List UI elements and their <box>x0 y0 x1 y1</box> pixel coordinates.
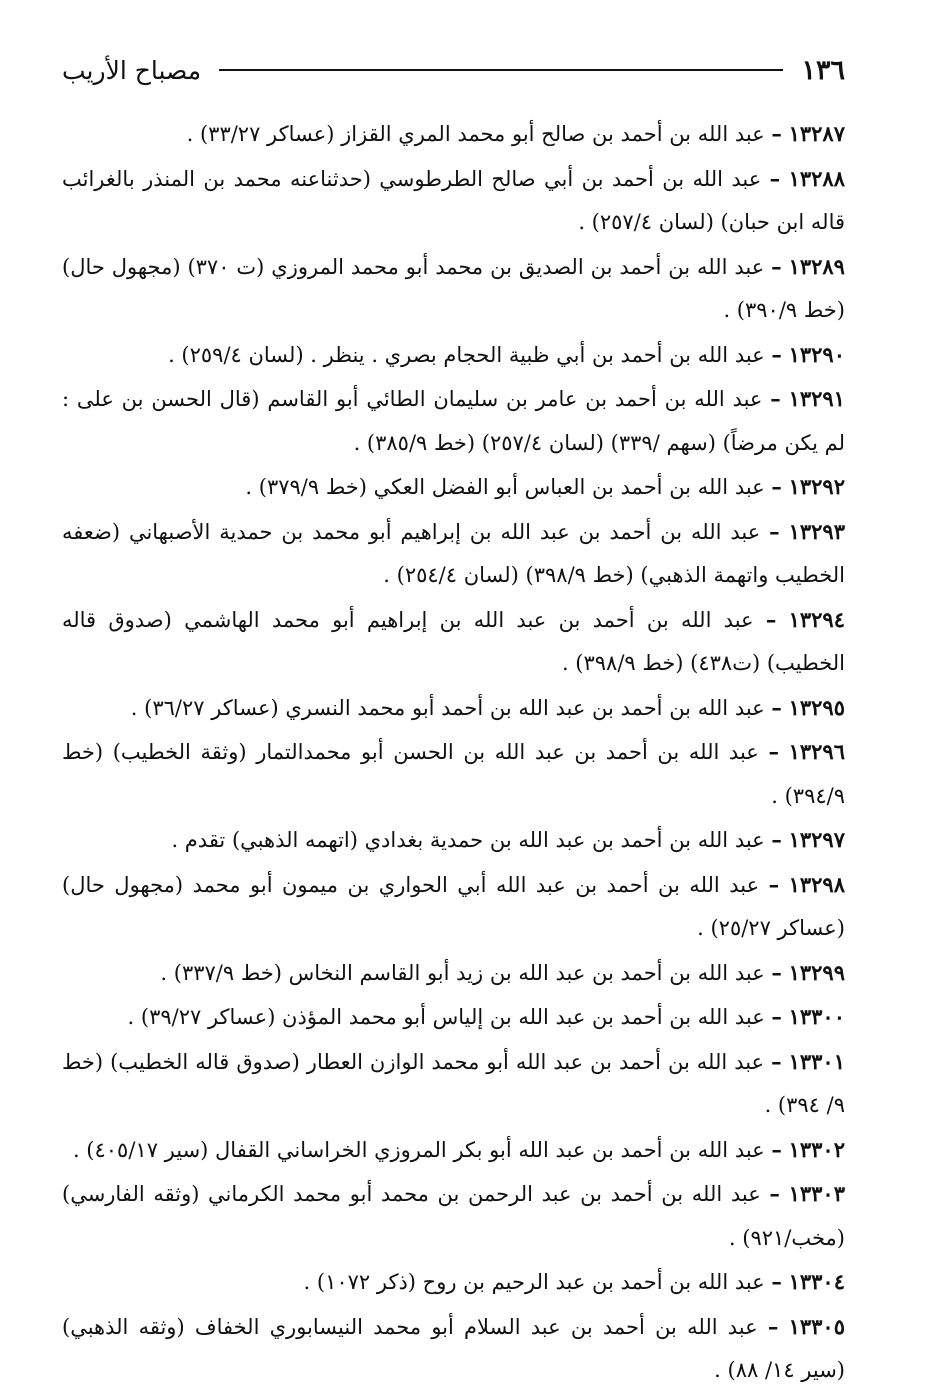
entry-13298: ١٣٢٩٨ – عبد الله بن أحمد بن عبد الله أبي الحواري بن ميمون أبو محمد (مجهول حال) (عساكر ٢٥/٢٧) . <box>62 871 845 940</box>
entry-number: ١٣٢٩٥ <box>788 694 845 720</box>
entry-13294: ١٣٢٩٤ – عبد الله بن أحمد بن عبد الله بن إبراهيم أبو محمد الهاشمي (صدوق قاله الخطيب) (ت٤٣٨) (خط ٣٩٨/٩) . <box>62 606 845 675</box>
entry-text: عبد الله بن أحمد بن عبد الله بن إبراهيم أبو محمد الهاشمي (صدوق قاله الخطيب) (ت٤٣٨) (خط ٣٩٨/٩) . <box>62 607 845 675</box>
entry-13288: ١٣٢٨٨ – عبد الله بن أحمد بن أبي صالح الطرطوسي (حدثناعنه محمد بن المنذر بالغرائب قاله ابن حبان) (لسان ٢٥٧/٤) . <box>62 165 845 234</box>
entry-number: ١٣٣٠٥ <box>788 1313 845 1339</box>
entry-text: عبد الله بن أحمد بن صالح أبو محمد المري القزاز (عساكر ٣٣/٢٧) . <box>186 122 765 146</box>
entry-text: عبد الله بن أحمد بن الصديق بن محمد أبو محمد المروزي (ت ٣٧٠) (مجهول حال) (خط ٣٩٠/٩) . <box>62 254 845 322</box>
entry-13296: ١٣٢٩٦ – عبد الله بن أحمد بن عبد الله بن الحسن أبو محمدالتمار (وثقة الخطيب) (خط ٣٩٤/٩) . <box>62 739 845 808</box>
entry-number: ١٣٣٠٤ <box>788 1269 845 1294</box>
entry-text: عبد الله بن أحمد بن عبد الله بن أحمد أبو محمد النسري (عساكر ٣٦/٢٧) . <box>130 695 765 720</box>
entry-13293: ١٣٢٩٣ – عبد الله بن أحمد بن عبد الله بن إبراهيم أبو محمد بن حمدية الأصبهاني (ضعفه الخطيب واتهمة الذهبي) (خط ٣٩٨/٩) (لسان ٢٥٤/٤) . <box>62 518 845 587</box>
entry-number: ١٣٢٩٩ <box>788 959 845 985</box>
entry-number: ١٣٢٨٩ <box>788 253 845 279</box>
page-number: ١٣٦ <box>801 54 845 86</box>
entry-number: ١٣٢٩١ <box>788 386 845 411</box>
header-rule <box>219 69 783 71</box>
entry-13290: ١٣٢٩٠ – عبد الله بن أحمد بن أبي ظبية الحجام بصري . ينظر . (لسان ٢٥٩/٤) . <box>168 341 845 367</box>
entry-13303: ١٣٣٠٣ – عبد الله بن أحمد بن عبد الرحمن بن محمد أبو محمد الكرماني (وثقه الفارسي) (مخب/٩٢١) . <box>62 1181 845 1250</box>
entry-number: ١٣٢٩٧ <box>788 827 845 852</box>
entry-13287: ١٣٢٨٧ – عبد الله بن أحمد بن صالح أبو محمد المري القزاز (عساكر ٣٣/٢٧) . <box>186 121 845 146</box>
entry-13295: ١٣٢٩٥ – عبد الله بن أحمد بن عبد الله بن أحمد أبو محمد النسري (عساكر ٣٦/٢٧) . <box>130 694 845 720</box>
entry-text: عبد الله بن أحمد بن عبد الله بن إبراهيم أبو محمد بن حمدية الأصبهاني (ضعفه الخطيب واتهمة الذهبي) (خط ٣٩٨/٩) (لسان ٢٥٤/٤) . <box>62 519 845 587</box>
entry-number: ١٣٢٩٢ <box>788 474 845 499</box>
entry-text: عبد الله بن أحمد بن أبي ظبية الحجام بصري . ينظر . (لسان ٢٥٩/٤) . <box>168 342 765 367</box>
entry-text: عبد الله بن أحمد بن أبي صالح الطرطوسي (حدثناعنه محمد بن المنذر بالغرائب قاله ابن حبان) (لسان ٢٥٧/٤) . <box>62 166 845 234</box>
entry-number: ١٣٢٩٤ <box>788 606 845 632</box>
entry-text: عبد الله بن أحمد بن عبد الرحيم بن روح (ذكر ١٠٧٢) . <box>303 1270 765 1294</box>
entry-text: عبد الله بن أحمد بن عبد الله بن زيد أبو القاسم النخاس (خط ٣٣٧/٩) . <box>160 960 765 985</box>
entry-list <box>62 112 845 1393</box>
entry-number: ١٣٣٠٣ <box>788 1181 845 1206</box>
entry-text: عبد الله بن أحمد بن عبد السلام أبو محمد النيسابوري الخفاف (وثقه الذهبي) (سير ١٤/ ٨٨) . <box>62 1314 845 1382</box>
entry-13301: ١٣٣٠١ – عبد الله بن أحمد بن عبد الله أبو محمد الوازن العطار (صدوق قاله الخطيب) (خط ٩/ ٣٩٤) . <box>62 1048 845 1117</box>
entry-number: ١٣٣٠٠ <box>788 1004 845 1029</box>
entry-text: عبد الله بن أحمد بن عبد الله بن إلياس أبو محمد المؤذن (عساكر ٣٩/٢٧) . <box>127 1005 765 1029</box>
entry-13300: ١٣٣٠٠ – عبد الله بن أحمد بن عبد الله بن إلياس أبو محمد المؤذن (عساكر ٣٩/٢٧) . <box>127 1004 845 1029</box>
entry-13291: ١٣٢٩١ – عبد الله بن أحمد بن عامر بن سليمان الطائي أبو القاسم (قال الحسن بن على : لم يكن مرضاً) (سهم /٣٣٩) (لسان ٢٥٧/٤) (خط ٣٨٥/٩) . <box>62 386 845 455</box>
entry-number: ١٣٣٠٢ <box>788 1136 845 1162</box>
entry-number: ١٣٣٠١ <box>788 1048 845 1074</box>
entry-13302: ١٣٣٠٢ – عبد الله بن أحمد بن عبد الله أبو بكر المروزي الخراساني القفال (سير ٤٠٥/١٧) . <box>72 1136 845 1162</box>
entry-text: عبد الله بن أحمد بن عبد الله بن حمدية بغدادي (اتهمه الذهبي) تقدم . <box>171 828 765 852</box>
entry-text: عبد الله بن أحمد بن عبد الله بن الحسن أبو محمدالتمار (وثقة الخطيب) (خط ٣٩٤/٩) . <box>62 740 845 808</box>
entry-number: ١٣٢٨٨ <box>788 165 845 191</box>
entry-13297: ١٣٢٩٧ – عبد الله بن أحمد بن عبد الله بن حمدية بغدادي (اتهمه الذهبي) تقدم . <box>171 827 845 852</box>
entry-13305: ١٣٣٠٥ – عبد الله بن أحمد بن عبد السلام أبو محمد النيسابوري الخفاف (وثقه الذهبي) (سير ١٤/ ٨٨) . <box>62 1313 845 1382</box>
entry-text: عبد الله بن أحمد بن عبد الله أبي الحواري بن ميمون أبو محمد (مجهول حال) (عساكر ٢٥/٢٧) . <box>62 872 845 940</box>
entry-number: ١٣٢٩٦ <box>788 739 845 764</box>
entry-number: ١٣٢٩٨ <box>788 871 845 897</box>
entry-number: ١٣٢٩٣ <box>788 518 845 544</box>
entry-13292: ١٣٢٩٢ – عبد الله بن أحمد بن العباس أبو الفضل العكي (خط ٣٧٩/٩) . <box>245 474 845 499</box>
entry-text: عبد الله بن أحمد بن عبد الله أبو محمد الوازن العطار (صدوق قاله الخطيب) (خط ٩/ ٣٩٤) . <box>62 1049 845 1117</box>
entry-13299: ١٣٢٩٩ – عبد الله بن أحمد بن عبد الله بن زيد أبو القاسم النخاس (خط ٣٣٧/٩) . <box>160 959 845 985</box>
entry-number: ١٣٢٨٧ <box>788 121 845 146</box>
entry-text: عبد الله بن أحمد بن عامر بن سليمان الطائي أبو القاسم (قال الحسن بن على : لم يكن مرضاً) (سهم /٣٣٩) (لسان ٢٥٧/٤) (خط ٣٨٥/٩) . <box>62 387 845 455</box>
entry-text: عبد الله بن أحمد بن العباس أبو الفضل العكي (خط ٣٧٩/٩) . <box>245 475 765 499</box>
entry-text: عبد الله بن أحمد بن عبد الله أبو بكر المروزي الخراساني القفال (سير ٤٠٥/١٧) . <box>72 1137 765 1162</box>
book-title: مصباح الأريب <box>62 55 202 85</box>
page-header <box>62 50 845 90</box>
entry-13304: ١٣٣٠٤ – عبد الله بن أحمد بن عبد الرحيم بن روح (ذكر ١٠٧٢) . <box>303 1269 845 1294</box>
entry-text: عبد الله بن أحمد بن عبد الرحمن بن محمد أبو محمد الكرماني (وثقه الفارسي) (مخب/٩٢١) . <box>62 1182 845 1250</box>
entry-13289: ١٣٢٨٩ – عبد الله بن أحمد بن الصديق بن محمد أبو محمد المروزي (ت ٣٧٠) (مجهول حال) (خط ٣٩٠/٩) . <box>62 253 845 322</box>
entry-number: ١٣٢٩٠ <box>788 341 845 367</box>
